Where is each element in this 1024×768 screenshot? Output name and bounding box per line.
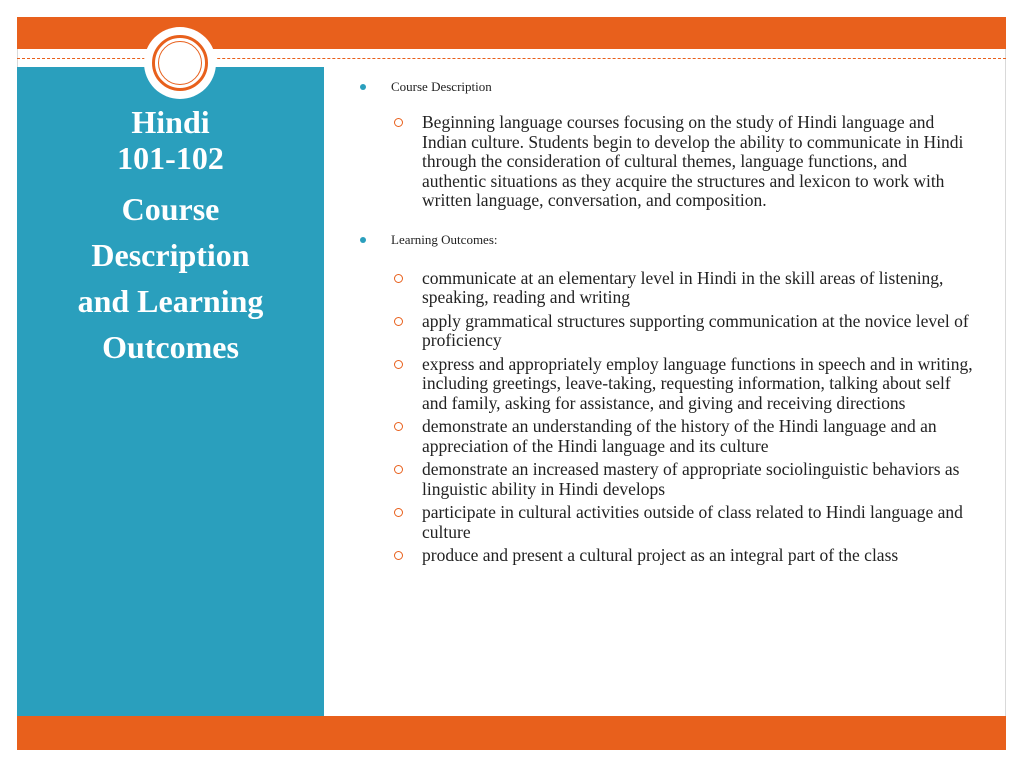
slide-title — [17, 104, 324, 370]
section-heading-label: Learning Outcomes: — [391, 231, 498, 247]
list-item-text: produce and present a cultural project as an integral part of the class — [422, 545, 899, 565]
emblem-inner-ring — [158, 41, 202, 85]
list-item-text: participate in cultural activities outside of class related to Hindi language and culture — [422, 502, 963, 542]
bullet-circle-icon — [394, 317, 403, 326]
list-item-text: communicate at an elementary level in Hindi in the skill areas of listening, speaking, reading and writing — [422, 267, 944, 307]
title-line-2: 101-102 — [117, 140, 224, 176]
bullet-circle-icon — [394, 551, 403, 560]
bottom-accent-bar — [17, 716, 1006, 750]
title-line-3: Course — [121, 191, 220, 227]
slide-content — [360, 78, 975, 566]
list-item-text: express and appropriately employ language functions in speech and in writing, including greetings, leave-taking, requesting information, talking about self and family, asking for assistance, and giving and receiving directions — [422, 353, 973, 413]
list-item-text: demonstrate an increased mastery of appropriate sociolinguistic behaviors as linguistic ability in Hindi develops — [422, 459, 960, 499]
list-item — [360, 269, 975, 308]
circle-emblem-icon — [144, 27, 216, 99]
list-item — [360, 312, 975, 351]
list-item-text: Beginning language courses focusing on the study of Hindi language and Indian culture. Students begin to develop the ability to communicate in Hindi through the consideration of cultural themes, language functions, and authentic situations as they acquire the structures and lexicon to work with written language, conversation, and composition. — [422, 112, 964, 210]
title-line-1: Hindi — [131, 104, 210, 140]
bullet-circle-icon — [394, 508, 403, 517]
bullet-dot-icon — [360, 237, 366, 243]
list-item-text: demonstrate an understanding of the history of the Hindi language and an appreciation of the Hindi language and its culture — [422, 416, 937, 456]
section-heading-course-description — [360, 78, 975, 96]
list-item — [360, 503, 975, 542]
bullet-circle-icon — [394, 274, 403, 283]
bullet-circle-icon — [394, 360, 403, 369]
title-line-4: Description — [91, 237, 250, 273]
list-item — [360, 113, 975, 211]
title-subject — [17, 186, 324, 370]
section-heading-label: Course Description — [391, 79, 492, 94]
bullet-circle-icon — [394, 465, 403, 474]
list-item — [360, 417, 975, 456]
bullet-circle-icon — [394, 422, 403, 431]
bullet-circle-icon — [394, 118, 403, 127]
bullet-dot-icon — [360, 84, 366, 90]
section-heading-learning-outcomes — [360, 231, 975, 249]
list-item — [360, 355, 975, 414]
title-line-5: and Learning — [77, 283, 264, 319]
title-course-name — [17, 104, 324, 176]
list-item-text: apply grammatical structures supporting communication at the novice level of proficiency — [422, 310, 969, 350]
list-item — [360, 460, 975, 499]
title-line-6: Outcomes — [102, 329, 239, 365]
list-item — [360, 546, 975, 566]
